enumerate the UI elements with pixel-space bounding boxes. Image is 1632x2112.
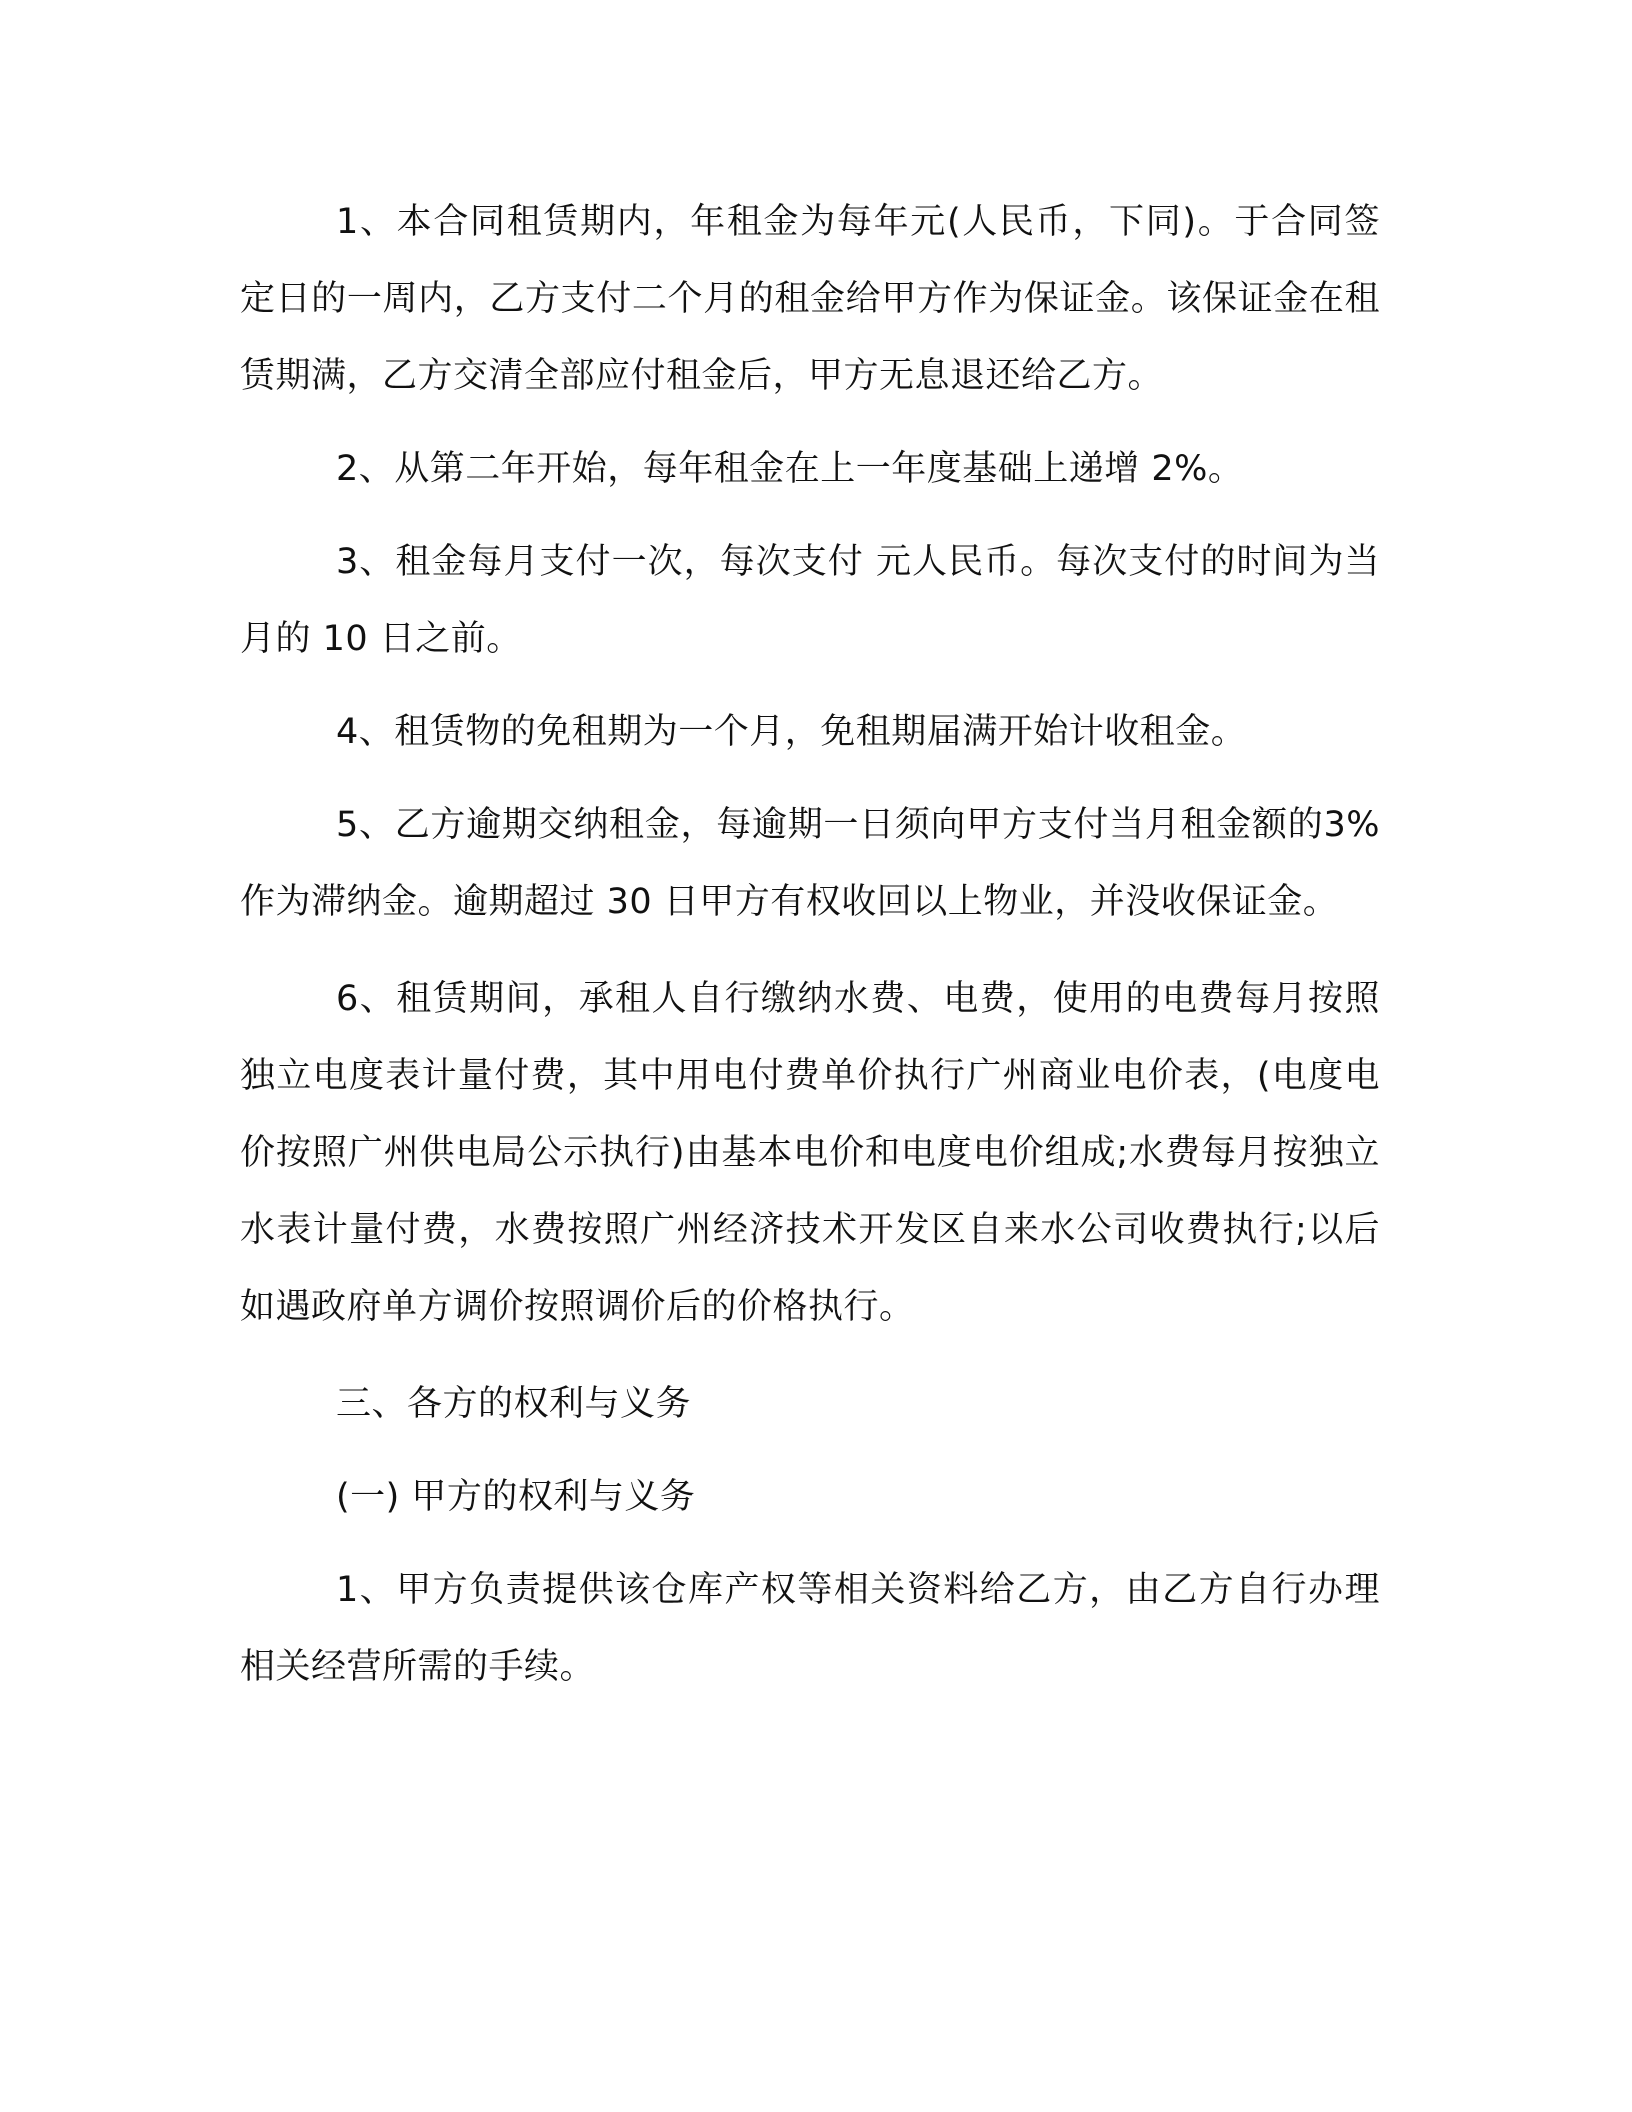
rent-clause-2: 2、从第二年开始，每年租金在上一年度基础上递增 2%。 xyxy=(336,449,1244,489)
party-a-clause-1: 1、甲方负责提供该仓库产权等相关资料给乙方，由乙方自行办理相关经营所需的手续。 xyxy=(240,1570,1380,1687)
rent-clause-4: 4、租赁物的免租期为一个月，免租期届满开始计收租金。 xyxy=(336,712,1247,752)
rent-clause-3: 3、租金每月支付一次，每次支付 元人民币。每次支付的时间为当月的 10 日之前。 xyxy=(240,542,1380,659)
document-body xyxy=(240,184,1380,1706)
rent-clause-5: 5、乙方逾期交纳租金，每逾期一日须向甲方支付当月租金额的3%作为滞纳金。逾期超过 30 日甲方有权收回以上物业，并没收保证金。 xyxy=(240,805,1380,922)
rent-clause-6: 6、租赁期间，承租人自行缴纳水费、电费，使用的电费每月按照独立电度表计量付费，其中用电付费单价执行广州商业电价表，(电度电价按照广州供电局公示执行)由基本电价和电度电价组成;水费每月按独立水表计量付费，水费按照广州经济技术开发区自来水公司收费执行;以后如遇政府单方调价按照调价后的价格执行。 xyxy=(240,979,1380,1327)
rent-clause-1: 1、本合同租赁期内，年租金为每年元(人民币，下同)。于合同签定日的一周内，乙方支付二个月的租金给甲方作为保证金。该保证金在租赁期满，乙方交清全部应付租金后，甲方无息退还给乙方。 xyxy=(240,202,1380,396)
section-heading-rights-obligations: 三、各方的权利与义务 xyxy=(336,1384,692,1424)
subsection-heading-party-a: (一) 甲方的权利与义务 xyxy=(336,1477,696,1517)
